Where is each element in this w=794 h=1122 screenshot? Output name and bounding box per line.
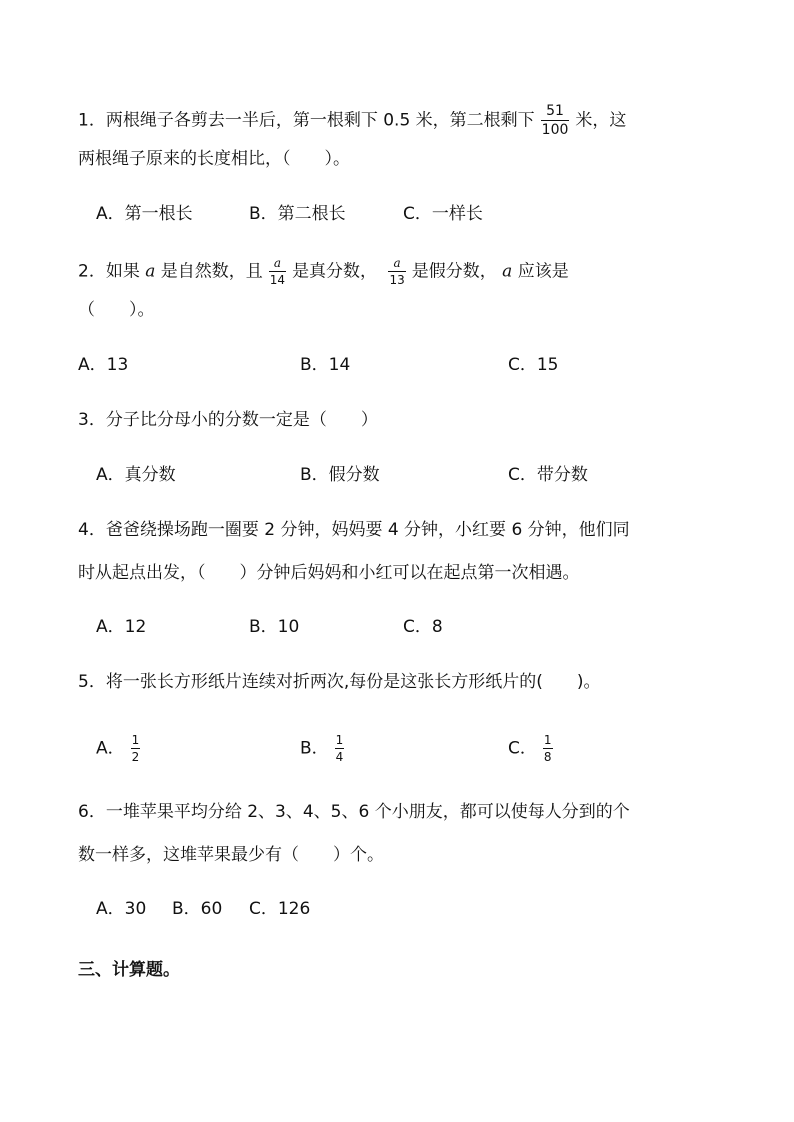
q2-text-part5: 应该是 <box>517 261 569 282</box>
q4-line1: 4．爸爸绕操场跑一圈要 2 分钟，妈妈要 4 分钟，小红要 6 分钟，他们同 <box>78 520 630 540</box>
q6-line1: 6．一堆苹果平均分给 2、3、4、5、6 个小朋友，都可以使每人分到的个 <box>78 802 630 822</box>
q6-option-c: C．126 <box>249 899 311 919</box>
q5-option-b-label: B． <box>300 738 329 759</box>
q6-option-a: A．30 <box>96 899 147 919</box>
q5-option-a <box>96 734 146 763</box>
q1-option-c: C．一样长 <box>403 204 483 224</box>
q5-option-b <box>300 734 350 763</box>
q4-line2: 时从起点出发，（ ）分钟后妈妈和小红可以在起点第一次相遇。 <box>78 563 580 583</box>
q5-option-a-fraction <box>131 734 141 763</box>
q2-line2: （ ）。 <box>78 300 155 320</box>
q2-text-part3: 是真分数， <box>292 261 378 282</box>
q1-line2: 两根绳子原来的长度相比，（ ）。 <box>78 149 350 169</box>
q5-option-b-numerator: 1 <box>335 733 344 747</box>
q2-fraction-1-numerator: a <box>269 257 286 272</box>
q5-option-c <box>508 734 559 763</box>
q2-line1 <box>78 257 569 286</box>
q5-option-c-numerator: 1 <box>543 733 552 747</box>
q6-line2: 数一样多，这堆苹果最少有（ ）个。 <box>78 845 384 865</box>
q5-text: 5．将一张长方形纸片连续对折两次,每份是这张长方形纸片的( )。 <box>78 672 601 692</box>
q1-fraction-numerator: 51 <box>541 104 570 121</box>
q2-fraction-2-denominator: 13 <box>389 273 405 287</box>
q4-option-c: C．8 <box>403 617 443 637</box>
q5-option-c-fraction <box>543 734 553 763</box>
q1-fraction-denominator: 100 <box>541 122 569 138</box>
q2-text-part4: 是假分数， <box>411 261 497 282</box>
q3-text: 3．分子比分母小的分数一定是（ ） <box>78 410 378 430</box>
q4-option-a: A．12 <box>96 617 147 637</box>
q1-option-b: B．第二根长 <box>249 204 346 224</box>
q5-option-a-denominator: 2 <box>131 750 140 764</box>
q3-option-a: A．真分数 <box>96 465 176 485</box>
q6-option-b: B．60 <box>172 899 223 919</box>
q2-variable-a: a <box>145 261 156 282</box>
q2-variable-a-2: a <box>502 261 513 282</box>
q5-option-c-label: C． <box>508 738 537 759</box>
q2-option-c: C．15 <box>508 355 559 375</box>
q1-line1 <box>78 104 626 137</box>
q3-option-c: C．带分数 <box>508 465 588 485</box>
q1-text-part2: 米，这 <box>575 110 627 131</box>
q2-text-part1: 2．如果 <box>78 261 140 282</box>
q5-option-a-numerator: 1 <box>131 733 140 747</box>
q2-fraction-2 <box>388 257 405 286</box>
q5-option-b-denominator: 4 <box>335 750 344 764</box>
q3-option-b: B．假分数 <box>300 465 380 485</box>
q1-fraction <box>541 104 570 137</box>
q5-option-b-fraction <box>335 734 345 763</box>
q4-option-b: B．10 <box>249 617 300 637</box>
q1-option-a: A．第一根长 <box>96 204 193 224</box>
q2-text-part2: 是自然数，且 <box>160 261 263 282</box>
section-heading-calculation: 三、计算题。 <box>78 960 180 980</box>
q1-text-part1: 1．两根绳子各剪去一半后，第一根剩下 0.5 米，第二根剩下 <box>78 110 535 131</box>
q2-fraction-2-numerator: a <box>388 257 405 272</box>
q2-option-b: B．14 <box>300 355 351 375</box>
q5-option-c-denominator: 8 <box>543 750 552 764</box>
q2-option-a: A．13 <box>78 355 129 375</box>
q2-fraction-1-denominator: 14 <box>269 273 286 287</box>
q5-option-a-label: A． <box>96 738 125 759</box>
q2-fraction-1 <box>269 257 286 286</box>
